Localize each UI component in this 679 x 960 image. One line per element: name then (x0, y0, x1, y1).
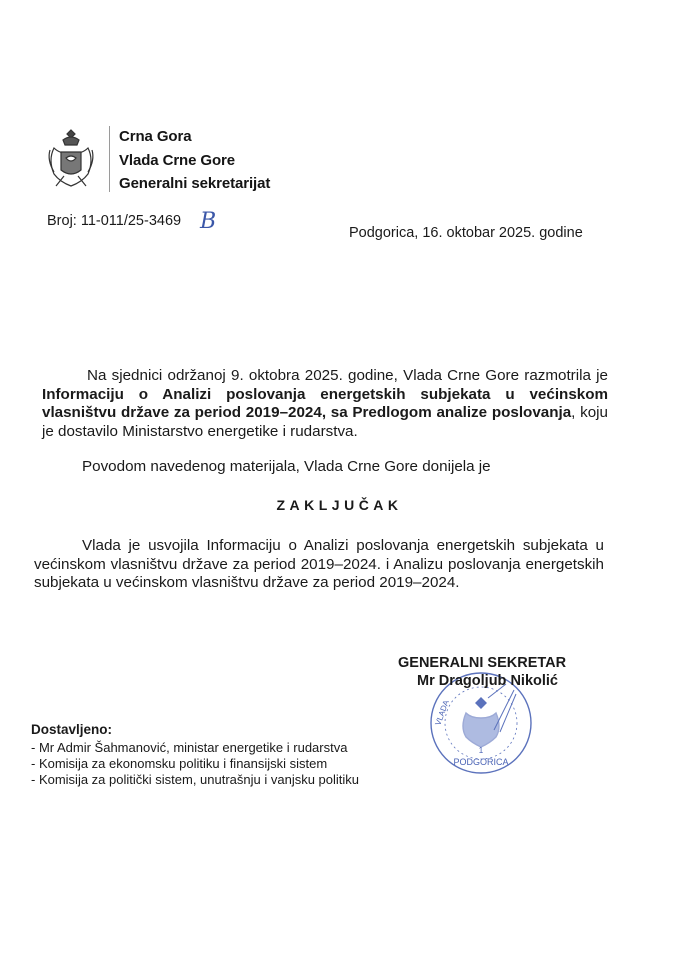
intro-bold-subject: Informaciju o Analizi poslovanja energetskih subjekata u većinskom vlasništvu države za period 2019–2024, sa Predlogom analize poslovanja (42, 385, 608, 421)
signatory-name: Mr Dragoljub Nikolić (417, 673, 558, 689)
header-country: Crna Gora (119, 128, 192, 145)
intro-text: Na sjednici održanoj 9. oktobra 2025. godine, Vlada Crne Gore razmotrila je (87, 367, 608, 384)
coat-of-arms-icon (46, 128, 96, 192)
intro-decision-line: Povodom navedenog materijala, Vlada Crne Gore donijela je (82, 458, 491, 475)
distribution-item: - Mr Admir Šahmanović, ministar energetike i rudarstva (31, 740, 348, 755)
svg-text:VLADA: VLADA (433, 698, 451, 727)
distribution-item: - Komisija za ekonomsku politiku i finansijski sistem (31, 756, 328, 771)
signatory-title: GENERALNI SEKRETAR (398, 655, 567, 671)
header-government: Vlada Crne Gore (119, 152, 236, 169)
intro-text-end: , koju je dostavilo Ministarstvo energetike i rudarstva. (42, 404, 608, 440)
distribution-item: - Komisija za politički sistem, unutrašnju i vanjsku politiku (31, 772, 360, 787)
stamp-city: PODGORICA (453, 757, 509, 767)
stamp-number: 1 (478, 746, 484, 755)
conclusion-paragraph: Vlada je usvojila Informaciju o Analizi poslovanja energetskih subjekata u većinskom vlasništvu države za period 2019–2024. i Analizu poslovanja energetskih subjekata u većinskom vlasništvu države za period 2019–2024. (34, 537, 604, 591)
distribution-title: Dostavljeno: (31, 722, 113, 737)
reference-number: Broj: 11-011/25-3469 (47, 213, 182, 229)
place-and-date: Podgorica, 16. oktobar 2025. godine (349, 225, 583, 241)
intro-paragraph (42, 367, 608, 441)
conclusion-title: ZAKLJUČAK (276, 497, 403, 513)
handwritten-mark: B (200, 209, 217, 234)
letterhead-divider (109, 126, 110, 192)
header-department: Generalni sekretarijat (119, 175, 271, 192)
